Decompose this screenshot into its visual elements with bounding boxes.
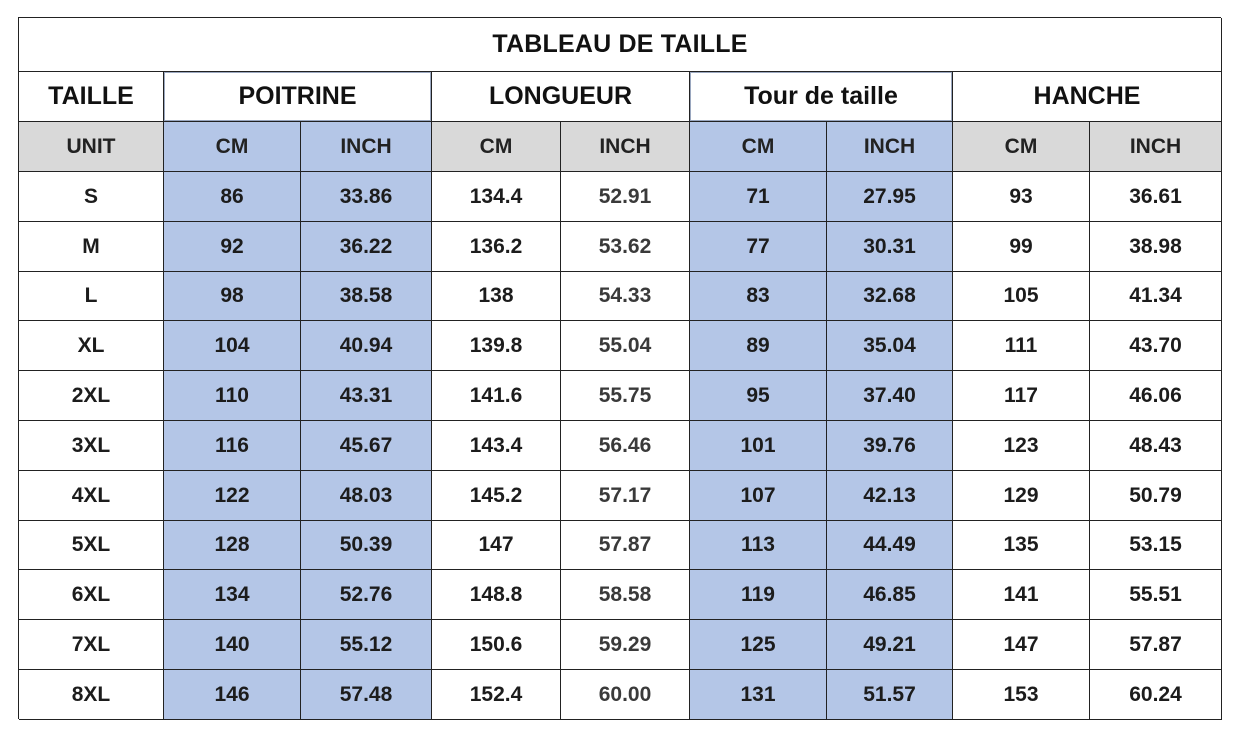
measurement-cell: 134 <box>164 570 301 620</box>
measurement-cell: 129 <box>953 471 1090 521</box>
measurement-cell: 147 <box>432 521 561 570</box>
unit-label-cm: CM <box>164 122 301 172</box>
measurement-cell: 104 <box>164 321 301 371</box>
measurement-cell: 40.94 <box>301 321 432 371</box>
measurement-cell: 52.91 <box>561 172 690 222</box>
measurement-cell: 135 <box>953 521 1090 570</box>
size-label: M <box>19 222 164 272</box>
measurement-cell: 44.49 <box>827 521 953 570</box>
size-label: L <box>19 272 164 321</box>
measurement-cell: 145.2 <box>432 471 561 521</box>
measurement-cell: 141.6 <box>432 371 561 421</box>
measurement-cell: 58.58 <box>561 570 690 620</box>
measurement-cell: 49.21 <box>827 620 953 670</box>
unit-label-inch: INCH <box>827 122 953 172</box>
measurement-cell: 54.33 <box>561 272 690 321</box>
measurement-cell: 48.43 <box>1090 421 1222 471</box>
measurement-cell: 77 <box>690 222 827 272</box>
measurement-cell: 92 <box>164 222 301 272</box>
measurement-cell: 150.6 <box>432 620 561 670</box>
group-header-tour-de-taille: Tour de taille <box>690 72 953 122</box>
measurement-cell: 37.40 <box>827 371 953 421</box>
measurement-cell: 30.31 <box>827 222 953 272</box>
measurement-cell: 45.67 <box>301 421 432 471</box>
measurement-cell: 57.48 <box>301 670 432 720</box>
measurement-cell: 33.86 <box>301 172 432 222</box>
measurement-cell: 125 <box>690 620 827 670</box>
unit-header: UNIT <box>19 122 164 172</box>
measurement-cell: 134.4 <box>432 172 561 222</box>
measurement-cell: 51.57 <box>827 670 953 720</box>
measurement-cell: 56.46 <box>561 421 690 471</box>
measurement-cell: 110 <box>164 371 301 421</box>
size-label: XL <box>19 321 164 371</box>
size-label: 3XL <box>19 421 164 471</box>
measurement-cell: 139.8 <box>432 321 561 371</box>
measurement-cell: 57.87 <box>561 521 690 570</box>
size-chart-table <box>18 17 1221 719</box>
unit-label-inch: INCH <box>301 122 432 172</box>
size-column-header: TAILLE <box>19 72 164 122</box>
measurement-cell: 98 <box>164 272 301 321</box>
measurement-cell: 83 <box>690 272 827 321</box>
measurement-cell: 53.62 <box>561 222 690 272</box>
measurement-cell: 95 <box>690 371 827 421</box>
measurement-cell: 152.4 <box>432 670 561 720</box>
measurement-cell: 55.04 <box>561 321 690 371</box>
measurement-cell: 101 <box>690 421 827 471</box>
size-label: 4XL <box>19 471 164 521</box>
measurement-cell: 105 <box>953 272 1090 321</box>
measurement-cell: 35.04 <box>827 321 953 371</box>
measurement-cell: 128 <box>164 521 301 570</box>
unit-label-cm: CM <box>690 122 827 172</box>
size-label: 2XL <box>19 371 164 421</box>
measurement-cell: 123 <box>953 421 1090 471</box>
measurement-cell: 55.51 <box>1090 570 1222 620</box>
measurement-cell: 39.76 <box>827 421 953 471</box>
measurement-cell: 43.70 <box>1090 321 1222 371</box>
measurement-cell: 148.8 <box>432 570 561 620</box>
measurement-cell: 50.39 <box>301 521 432 570</box>
measurement-cell: 122 <box>164 471 301 521</box>
table-title: TABLEAU DE TAILLE <box>19 18 1222 72</box>
measurement-cell: 60.00 <box>561 670 690 720</box>
measurement-cell: 107 <box>690 471 827 521</box>
measurement-cell: 117 <box>953 371 1090 421</box>
measurement-cell: 36.61 <box>1090 172 1222 222</box>
measurement-cell: 89 <box>690 321 827 371</box>
measurement-cell: 53.15 <box>1090 521 1222 570</box>
measurement-cell: 99 <box>953 222 1090 272</box>
size-label: S <box>19 172 164 222</box>
unit-label-cm: CM <box>953 122 1090 172</box>
measurement-cell: 48.03 <box>301 471 432 521</box>
measurement-cell: 46.85 <box>827 570 953 620</box>
measurement-cell: 42.13 <box>827 471 953 521</box>
measurement-cell: 43.31 <box>301 371 432 421</box>
measurement-cell: 27.95 <box>827 172 953 222</box>
measurement-cell: 141 <box>953 570 1090 620</box>
measurement-cell: 55.12 <box>301 620 432 670</box>
measurement-cell: 131 <box>690 670 827 720</box>
measurement-cell: 113 <box>690 521 827 570</box>
measurement-cell: 93 <box>953 172 1090 222</box>
unit-label-inch: INCH <box>1090 122 1222 172</box>
measurement-cell: 38.98 <box>1090 222 1222 272</box>
measurement-cell: 50.79 <box>1090 471 1222 521</box>
measurement-cell: 71 <box>690 172 827 222</box>
measurement-cell: 136.2 <box>432 222 561 272</box>
measurement-cell: 36.22 <box>301 222 432 272</box>
measurement-cell: 147 <box>953 620 1090 670</box>
size-label: 7XL <box>19 620 164 670</box>
measurement-cell: 111 <box>953 321 1090 371</box>
size-label: 5XL <box>19 521 164 570</box>
measurement-cell: 119 <box>690 570 827 620</box>
measurement-cell: 140 <box>164 620 301 670</box>
measurement-cell: 57.17 <box>561 471 690 521</box>
measurement-cell: 52.76 <box>301 570 432 620</box>
size-label: 6XL <box>19 570 164 620</box>
measurement-cell: 46.06 <box>1090 371 1222 421</box>
unit-label-cm: CM <box>432 122 561 172</box>
measurement-cell: 32.68 <box>827 272 953 321</box>
measurement-cell: 116 <box>164 421 301 471</box>
measurement-cell: 41.34 <box>1090 272 1222 321</box>
size-label: 8XL <box>19 670 164 720</box>
measurement-cell: 86 <box>164 172 301 222</box>
measurement-cell: 146 <box>164 670 301 720</box>
measurement-cell: 38.58 <box>301 272 432 321</box>
group-header-hanche: HANCHE <box>953 72 1222 122</box>
unit-label-inch: INCH <box>561 122 690 172</box>
measurement-cell: 153 <box>953 670 1090 720</box>
group-header-longueur: LONGUEUR <box>432 72 690 122</box>
group-header-poitrine: POITRINE <box>164 72 432 122</box>
measurement-cell: 57.87 <box>1090 620 1222 670</box>
measurement-cell: 55.75 <box>561 371 690 421</box>
measurement-cell: 60.24 <box>1090 670 1222 720</box>
measurement-cell: 138 <box>432 272 561 321</box>
measurement-cell: 143.4 <box>432 421 561 471</box>
measurement-cell: 59.29 <box>561 620 690 670</box>
